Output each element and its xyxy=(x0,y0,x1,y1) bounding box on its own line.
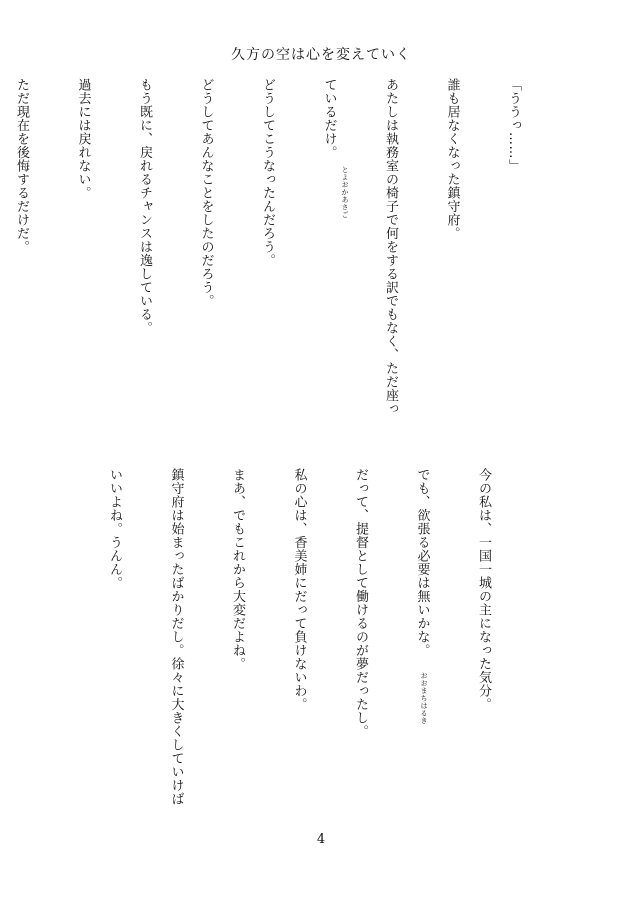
text-line xyxy=(0,468,1,828)
text-line: あたしは執務室の椅子で何をする訳でもなく、ただ座っ xyxy=(383,78,398,416)
text-line: いいよね。うんん。 xyxy=(107,468,122,590)
text-line: まあ、でもこれから大変だよね。 xyxy=(230,468,245,671)
text-line: 誰も居なくなった鎮守府。 xyxy=(444,78,460,240)
text-line xyxy=(42,468,63,828)
text-line: だって、提督として働けるのが夢だったし。 xyxy=(353,468,368,738)
page-title: 久方の空は心を変えていく xyxy=(231,47,411,63)
page-number: 4 xyxy=(316,832,326,847)
ruby-toyooka-asago: とよおかあさご xyxy=(341,166,349,219)
text-line: でも、欲張る必要は無いかな。 xyxy=(414,468,430,657)
ruby-oomachi-haruki: おおまちはるき xyxy=(420,672,428,725)
text-line: どうしてこうなったんだろう。 xyxy=(260,78,275,267)
text-line: 今の私は、一国一城の主になった気分。 xyxy=(476,468,491,711)
text-line: 過去には戻れない。 xyxy=(75,78,91,200)
text-line: もう既に、戻れるチャンスは逸している。 xyxy=(137,78,152,335)
text-block-top xyxy=(0,78,564,438)
text-line: どうしてあんなことをしたのだろう。 xyxy=(198,78,214,308)
text-line: 「ううっ……」 xyxy=(506,78,521,173)
text-line: ているだけ。 xyxy=(321,78,337,159)
text-block-bottom xyxy=(0,468,534,828)
text-line: ただ現在を後悔するだけだ。 xyxy=(14,78,29,254)
text-line: 私の心は、香美姉にだって負けないわ。 xyxy=(291,468,307,711)
text-line: 鎮守府は始まったばかりだし。徐々に大きくしていけば xyxy=(168,468,184,806)
